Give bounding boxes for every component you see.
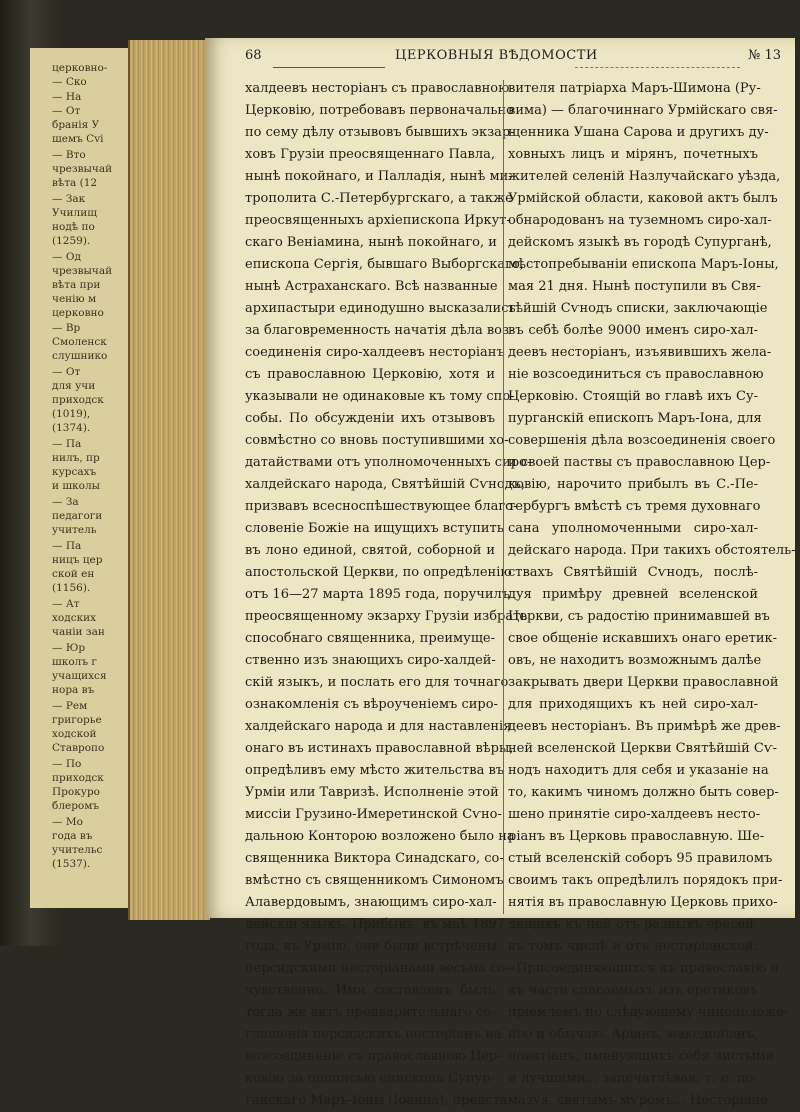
text-line: вмѣстно съ священникомъ Симономъ: [245, 873, 504, 888]
text-line: ознакомленія съ вѣроученіемъ сиро-: [245, 697, 498, 712]
text-line: Церкви, съ радостію принимавшей въ: [508, 609, 770, 624]
facing-page-line: педагоги: [52, 510, 103, 522]
facing-page-line: ской ен: [52, 568, 95, 580]
text-line: ховъ Грузіи преосвященнаго Павла,: [245, 147, 495, 162]
text-line: халдейскаго народа, Святѣйшій Сѵнодъ,: [245, 477, 526, 492]
facing-page-line: ченію м: [52, 293, 97, 305]
text-line: деевъ несторіанъ, изъявившихъ жела-: [508, 345, 772, 360]
facing-page-line: — Мо: [52, 816, 83, 828]
text-line: вителя патріарха Маръ-Шимона (Ру-: [508, 81, 761, 96]
facing-page-line: ходских: [52, 612, 97, 624]
facing-page-line: церковно-: [52, 62, 108, 74]
facing-page-line: (1537).: [52, 858, 91, 870]
header-rule-left: [273, 67, 385, 68]
facing-page-line: приходск: [52, 772, 104, 784]
text-line: закрывать двери Церкви православной: [508, 675, 779, 690]
text-line: дейскій языкъ. Прибывъ, въ маѣ 1897: [245, 917, 506, 932]
text-column-right: [508, 78, 796, 1108]
facing-page-line: школъ г: [52, 656, 97, 668]
text-line: чувственно. Ими составленъ былъ: [245, 983, 495, 998]
text-line: дальною Конторою возложено было на: [245, 829, 515, 844]
text-line: пріемлемъ по слѣдующему чиноположе-: [508, 1005, 789, 1020]
facing-page-line: (1374).: [52, 422, 91, 434]
facing-page-line: слушнико: [52, 350, 108, 362]
text-line: ховныхъ лицъ и мірянъ, почетныхъ: [508, 147, 758, 162]
text-line: Урміи или Тавризѣ. Исполненіе этой: [245, 785, 499, 800]
text-line: сана уполномоченными сиро-хал-: [508, 521, 758, 536]
facing-page-line: ходской: [52, 728, 97, 740]
text-line: ніе возсоединиться съ православною: [508, 367, 764, 382]
text-line: мазуя, святымъ мѵромъ... Несторіане: [508, 1093, 768, 1108]
issue-number: № 13: [748, 48, 781, 63]
running-header: [245, 48, 787, 68]
facing-page-line: (1259).: [52, 235, 91, 247]
facing-page-line: — Зак: [52, 193, 86, 205]
facing-page-line: Ставропо: [52, 742, 105, 754]
text-line: отъ 16—27 марта 1895 года, поручилъ: [245, 587, 511, 602]
text-line: дейскаго народа. При такихъ обстоятель-: [508, 543, 796, 558]
text-line: вима) — благочиннаго Урмійскаго свя-: [508, 103, 778, 118]
text-line: съ православною Церковію, хотя и: [245, 367, 495, 382]
facing-page-line: — Ско: [52, 76, 87, 88]
text-line: для приходящихъ къ ней сиро-хал-: [508, 697, 758, 712]
text-line: нынѣ Астраханскаго. Всѣ названные: [245, 279, 498, 294]
text-line: скаго Веніамина, нынѣ покойнаго, и: [245, 235, 497, 250]
text-line: мая 21 дня. Нынѣ поступили въ Свя-: [508, 279, 761, 294]
text-line: архипастыри единодушно высказались: [245, 301, 516, 316]
facing-page-line: учащихся: [52, 670, 107, 682]
header-rule-right: [575, 67, 740, 68]
facing-page-line: — Юр: [52, 642, 86, 654]
text-line: преосвященныхъ архіепископа Иркут-: [245, 213, 511, 228]
text-line: «Присоединяющихся къ православію и: [508, 961, 779, 976]
facing-page-line: — От: [52, 366, 81, 378]
text-line: года, въ Урмію, они были встрѣчены: [245, 939, 497, 954]
facing-page-line: бранія У: [52, 119, 100, 131]
text-line: датайствами отъ уполномоченныхъ сиро-: [245, 455, 532, 470]
facing-page-line: курсахъ: [52, 466, 97, 478]
text-line: дуя примѣру древней вселенской: [508, 587, 758, 602]
text-line: нію и обычаю. Аріанъ, македоніанъ,: [508, 1027, 758, 1042]
facing-page-line: учительс: [52, 844, 103, 856]
text-line: ганскаго Маръ-Іоны (Іоанна), предста-: [245, 1093, 512, 1108]
text-line: персидскими несторіанами весьма со-: [245, 961, 510, 976]
text-line: ственно изъ знающихъ сиро-халдей-: [245, 653, 496, 668]
text-line: свое общеніе искавшихъ онаго еретик-: [508, 631, 778, 646]
text-line: по сему дѣлу отзывовъ бывшихъ экзар-: [245, 125, 515, 140]
text-line: въ себѣ болѣе 9000 именъ сиро-хал-: [508, 323, 758, 338]
facing-page-line: Смоленск: [52, 336, 107, 348]
page-edges: [128, 40, 210, 920]
facing-page-line: приходск: [52, 394, 104, 406]
facing-page-line: нодѣ по: [52, 221, 95, 233]
text-line: новатіанъ, именующихъ себя чистыми: [508, 1049, 775, 1064]
facing-page-line: — На: [52, 91, 82, 103]
facing-page-line: для учи: [52, 380, 96, 392]
facing-page-line: чрезвычай: [52, 163, 113, 175]
text-line: халдейскаго народа и для наставленія: [245, 719, 512, 734]
text-line: опредѣливъ ему мѣсто жительства въ: [245, 763, 505, 778]
facing-page-line: шемъ Сvi: [52, 133, 104, 145]
page-number: 68: [245, 48, 262, 63]
text-line: призвавъ всесноспѣшествующее благо-: [245, 499, 518, 514]
facing-page-line: ницъ цер: [52, 554, 103, 566]
facing-page-line: — Од: [52, 251, 81, 263]
facing-page-line: — Вто: [52, 149, 86, 161]
text-line: щенника Ушана Сарова и другихъ ду-: [508, 125, 769, 140]
text-line: въ лоно единой, святой, соборной и: [245, 543, 495, 558]
text-line: въ томъ числѣ и отъ несторіанской:: [508, 939, 758, 954]
facing-page-line: — От: [52, 105, 81, 117]
text-line: обнародованъ на туземномъ сиро-хал-: [508, 213, 772, 228]
text-line: священника Виктора Синадскаго, со-: [245, 851, 504, 866]
text-line: дейскомъ языкѣ въ городѣ Супурганѣ,: [508, 235, 772, 250]
facing-page-line: и школы: [52, 480, 101, 492]
text-line: Церковію, потребовавъ первоначально: [245, 103, 514, 118]
facing-page-line: — Вр: [52, 322, 81, 334]
text-line: совершенія дѣла возсоединенія своего: [508, 433, 776, 448]
text-line: трополита С.-Петербургскаго, а также: [245, 191, 513, 206]
text-line: ствахъ Святѣйшій Сѵнодъ, послѣ-: [508, 565, 758, 580]
text-line: халдеевъ несторіанъ съ православною: [245, 81, 510, 96]
facing-page-line: — Па: [52, 540, 82, 552]
facing-page-line: Училищ: [52, 207, 97, 219]
text-line: миссіи Грузино-Имеретинской Сѵно-: [245, 807, 502, 822]
text-line: скій языкъ, и послать его для точнаго: [245, 675, 509, 690]
text-line: соединенія сиро-халдеевъ несторіанъ: [245, 345, 505, 360]
text-line: нятія въ православную Церковь прихо-: [508, 895, 778, 910]
facing-page-line: Прокуро: [52, 786, 100, 798]
text-column-left: [245, 78, 532, 1108]
facing-page-line: блеромъ: [52, 800, 100, 812]
text-line: глашенія персидскихъ несторіанъ на: [245, 1027, 502, 1042]
text-line: овъ, не находитъ возможнымъ далѣе: [508, 653, 762, 668]
text-line: Алавердовымъ, знающимъ сиро-хал-: [245, 895, 497, 910]
text-line: нодъ находитъ для себя и указаніе на: [508, 763, 769, 778]
text-line: къ части спасаемыхъ изъ еретиковъ: [508, 983, 759, 998]
document-page: [205, 38, 796, 1108]
text-line: преосвященному экзарху Грузіи избрать: [245, 609, 528, 624]
text-line: за благовременность начатія дѣла воз-: [245, 323, 514, 338]
facing-page-fragment: [30, 48, 144, 908]
facing-page-line: (1156).: [52, 582, 91, 594]
facing-page-line: учитель: [52, 524, 97, 536]
text-line: то, какимъ чиномъ должно быть совер-: [508, 785, 779, 800]
facing-page-line: года въ: [52, 830, 93, 842]
text-line: нынѣ покойнаго, и Палладія, нынѣ ми-: [245, 169, 513, 184]
text-line: апостольской Церкви, по опредѣленію: [245, 565, 512, 580]
text-line: своимъ такъ опредѣлилъ порядокъ при-: [508, 873, 783, 888]
text-line: ковію, нарочито прибылъ въ С.-Пе-: [508, 477, 758, 492]
text-line: жителей селеній Назлучайскаго уѣзда,: [508, 169, 781, 184]
text-line: Церковію. Стоящій во главѣ ихъ Су-: [508, 389, 758, 404]
text-line: епископа Сергія, бывшаго Выборгскаго,: [245, 257, 524, 272]
text-line: и лучшими... запечатлѣвая, т. е. по-: [508, 1071, 758, 1086]
text-line: возсоединеніе съ православною Цер-: [245, 1049, 502, 1064]
facing-page-line: нора въ: [52, 684, 95, 696]
facing-page-line: (1019),: [52, 408, 91, 420]
facing-page-line: нилъ, пр: [52, 452, 100, 464]
facing-page-line: — Ат: [52, 598, 80, 610]
text-line: тѣйшій Сѵнодъ списки, заключающіе: [508, 301, 768, 316]
text-line: стый вселенскій соборъ 95 правиломъ: [508, 851, 773, 866]
text-line: совмѣстно со вновь поступившими хо-: [245, 433, 509, 448]
facing-page-line: чрезвычай: [52, 265, 113, 277]
text-line: Урмійской области, каковой актъ былъ: [508, 191, 778, 206]
facing-page-line: — По: [52, 758, 82, 770]
text-line: деевъ несторіанъ. Въ примѣрѣ же древ-: [508, 719, 781, 734]
text-line: мѣстопребываніи епископа Маръ-Іоны,: [508, 257, 779, 272]
text-line: онаго въ истинахъ православной вѣры,: [245, 741, 514, 756]
text-line: ріанъ въ Церковь православную. Ше-: [508, 829, 765, 844]
text-line: ней вселенской Церкви Святѣйшій Сѵ-: [508, 741, 778, 756]
text-line: и своей паствы съ православною Цер-: [508, 455, 771, 470]
facing-page-line: вѣта при: [52, 279, 101, 291]
facing-page-line: вѣта (12: [52, 177, 98, 189]
column-divider: [503, 80, 504, 914]
text-line: пурганскій епископъ Маръ-Іона, для: [508, 411, 762, 426]
facing-page-line: — Рем: [52, 700, 88, 712]
facing-page-line: церковно: [52, 307, 104, 319]
text-line: указывали не одинаковые къ тому спо-: [245, 389, 515, 404]
text-line: словеніе Божіе на ищущихъ вступить: [245, 521, 504, 536]
facing-page-line: — За: [52, 496, 79, 508]
facing-page-line: чаніи зан: [52, 626, 105, 638]
text-line: дящихъ къ ней отъ разныхъ ересей,: [508, 917, 758, 932]
text-line: ковію за подписью епископа Супур-: [245, 1071, 495, 1086]
facing-page-line: — Па: [52, 438, 82, 450]
facing-page-line: григорье: [52, 714, 102, 726]
text-line: тогда же актъ предварительнаго со-: [245, 1005, 496, 1020]
text-line: собы. По обсужденіи ихъ отзывовъ: [245, 411, 495, 426]
journal-title: ЦЕРКОВНЫЯ ВѢДОМОСТИ: [395, 48, 598, 63]
text-line: тербургъ вмѣстѣ съ тремя духовнаго: [508, 499, 761, 514]
text-line: шено принятіе сиро-халдеевъ несто-: [508, 807, 761, 822]
text-line: способнаго священника, преимуще-: [245, 631, 495, 646]
